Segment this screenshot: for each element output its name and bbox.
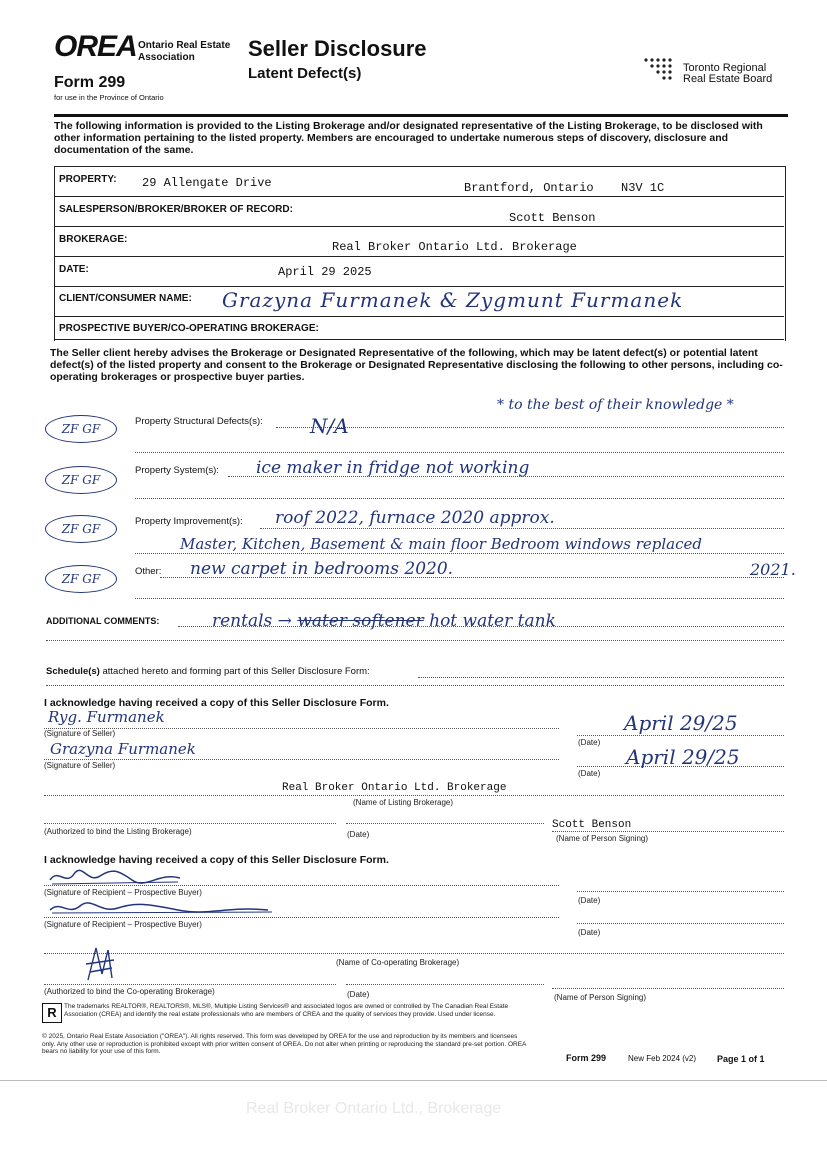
schedule-line <box>46 666 370 677</box>
person-signing-value: Scott Benson <box>552 819 632 831</box>
date-row <box>54 257 784 287</box>
coop-date-line <box>346 984 544 985</box>
header-rule <box>54 114 788 117</box>
other-year: 2021. <box>750 560 796 579</box>
improvement-line2 <box>135 553 784 554</box>
authorized-date-line <box>346 823 544 824</box>
salesperson-value: Scott Benson <box>509 211 596 225</box>
initials-structural: ZF GF <box>45 415 117 443</box>
form-number: Form 299 <box>54 74 126 91</box>
system-label: Property System(s): <box>135 465 219 476</box>
seller-date-2: April 29/25 <box>626 745 740 769</box>
org-name-line1: Ontario Real Estate <box>138 40 231 51</box>
additional-value-struck: water softener <box>297 611 424 631</box>
realtor-logo-icon: R <box>42 1003 62 1023</box>
other-value: new carpet in bedrooms 2020. <box>190 559 454 579</box>
improvement-label: Property Improvement(s): <box>135 516 243 527</box>
seller-sig-line1 <box>44 728 559 729</box>
coop-brokerage-line <box>44 953 784 954</box>
property-city: Brantford, Ontario <box>464 181 594 195</box>
coop-brokerage-caption: (Name of Co-operating Brokerage) <box>336 958 460 967</box>
trademark-text: The trademarks REALTOR®, REALTORS®, MLS®, Multiple Listing Services® and associated logos are owned or controlled by The Canadian Real Estate Association (CREA) and identify the real estate professionals who are members of CREA and the quality of services they provide. Used under license. <box>64 1003 509 1018</box>
other-label: Other: <box>135 566 162 577</box>
client-label: CLIENT/CONSUMER NAME: <box>59 293 192 304</box>
buyer-date-caption1: (Date) <box>578 896 601 905</box>
seller-date-line1 <box>577 735 784 736</box>
watermark-text: Real Broker Ontario Ltd., Brokerage <box>246 1100 502 1117</box>
seller-sig-line2 <box>44 759 559 760</box>
improvement-value: roof 2022, furnace 2020 approx. <box>275 508 555 528</box>
date-value: April 29 2025 <box>278 265 372 279</box>
listing-brokerage-caption: (Name of Listing Brokerage) <box>353 798 454 807</box>
authorized-listing-line <box>44 823 336 824</box>
coop-person-line <box>552 988 784 989</box>
buyer-date-line2 <box>577 923 784 924</box>
property-street: 29 Allengate Drive <box>142 176 272 190</box>
coop-auth-line <box>44 984 336 985</box>
salesperson-label: SALESPERSON/BROKER/BROKER OF RECORD: <box>59 204 293 215</box>
coop-date-caption: (Date) <box>347 990 370 999</box>
board-name-line1: Toronto Regional <box>683 62 767 74</box>
intro-text: The following information is provided to the Listing Brokerage and/or designated representative of the Listing Brokerage, to be disclosed with other information pertaining to the listed property. Members are encouraged to undertake numerous steps of discovery, disclosure and documentation of the same. <box>54 120 763 156</box>
buyer-row <box>54 317 784 340</box>
improvement-value-2: Master, Kitchen, Basement & main floor Bedroom windows replaced <box>180 535 702 553</box>
org-name-line2: Association <box>138 52 195 63</box>
footer-rule <box>0 1080 827 1081</box>
footer-page: Page 1 of 1 <box>717 1054 765 1064</box>
listing-brokerage-line <box>44 795 784 796</box>
buyer-sig-caption2: (Signature of Recipient – Prospective Buyer) <box>44 920 202 929</box>
schedule-line1 <box>418 677 784 678</box>
improvement-line1 <box>260 528 784 529</box>
seller-sig-caption2: (Signature of Seller) <box>44 761 116 770</box>
structural-label: Property Structural Defects(s): <box>135 416 263 427</box>
other-line2 <box>135 598 784 599</box>
additional-value-b: hot water tank <box>429 611 556 631</box>
initials-other: ZF GF <box>45 565 117 593</box>
board-logo-icon <box>642 56 678 80</box>
person-signing-caption: (Name of Person Signing) <box>556 834 649 843</box>
buyer-sig-caption1: (Signature of Recipient – Prospective Buyer) <box>44 888 202 897</box>
date-label: DATE: <box>59 264 89 275</box>
buyer-sig-line1 <box>44 885 559 886</box>
person-signing-line <box>552 831 784 832</box>
structural-line2 <box>135 452 784 453</box>
buyer-date-line1 <box>577 891 784 892</box>
seller-signature-2: Grazyna Furmanek <box>50 740 196 758</box>
buyer-label: PROSPECTIVE BUYER/CO-OPERATING BROKERAGE: <box>59 323 319 334</box>
buyer-sig-line2 <box>44 917 559 918</box>
footer-version: New Feb 2024 (v2) <box>628 1054 697 1063</box>
listing-brokerage-value: Real Broker Ontario Ltd. Brokerage <box>282 782 507 794</box>
additional-value-a: rentals → <box>212 611 292 631</box>
footer-form-number: Form 299 <box>566 1053 607 1063</box>
authorized-listing-caption: (Authorized to bind the Listing Brokerage) <box>44 827 192 836</box>
salesperson-row <box>54 197 784 227</box>
brokerage-row <box>54 227 784 257</box>
coop-person-caption: (Name of Person Signing) <box>554 993 647 1002</box>
seller-sig-caption1: (Signature of Seller) <box>44 729 116 738</box>
seller-date-1: April 29/25 <box>624 711 738 735</box>
schedule-line2 <box>46 685 784 686</box>
board-name-line2: Real Estate Board <box>683 73 773 85</box>
seller-date-caption2: (Date) <box>578 769 601 778</box>
system-value: ice maker in fridge not working <box>256 458 530 478</box>
seller-date-line2 <box>577 766 784 767</box>
brokerage-label: BROKERAGE: <box>59 234 128 245</box>
best-knowledge-note: * to the best of their knowledge * <box>497 397 734 413</box>
structural-value: N/A <box>310 414 349 438</box>
additional-comments-value <box>212 611 556 631</box>
structural-line1 <box>276 427 784 428</box>
authorized-date-caption: (Date) <box>347 830 370 839</box>
orea-logo: OREA <box>54 30 137 63</box>
copyright-text: © 2025, Ontario Real Estate Association ("OREA"). All rights reserved. This form was developed by OREA for the use and reproduction by its members and licensees only. Any other use or reproduction is prohibited except with prior written consent of OREA. Do not alter when printing or reproducing the standard pre-set portion. OREA bears no liability for your use of this form. <box>42 1033 527 1055</box>
coop-auth-caption: (Authorized to bind the Co-operating Brokerage) <box>44 987 215 996</box>
coop-signature-scribble <box>82 944 118 984</box>
buyer-date-caption2: (Date) <box>578 928 601 937</box>
seller-signature-1: Ryg. Furmanek <box>48 708 165 726</box>
ack-buyer: I acknowledge having received a copy of this Seller Disclosure Form. <box>44 854 389 866</box>
province-note: for use in the Province of Ontario <box>54 93 164 102</box>
seller-date-caption1: (Date) <box>578 738 601 747</box>
client-row <box>54 287 784 317</box>
property-label: PROPERTY: <box>59 174 117 185</box>
additional-line2 <box>46 640 784 641</box>
advice-text: The Seller client hereby advises the Brokerage or Designated Representative of the following, which may be latent defect(s) or potential latent defect(s) of the listed property and consent to the Brokerage or Designated Representative disclosing the following to other persons, including co-operating brokerages or prospective buyer parties. <box>50 347 783 383</box>
property-row <box>54 167 784 197</box>
client-value: Grazyna Furmanek & Zygmunt Furmanek <box>222 288 684 312</box>
schedule-label: Schedule(s) <box>46 666 100 677</box>
page-subtitle: Latent Defect(s) <box>248 65 362 82</box>
initials-system: ZF GF <box>45 466 117 494</box>
schedule-text: attached hereto and forming part of this Seller Disclosure Form: <box>102 666 370 677</box>
system-line2 <box>135 498 784 499</box>
property-postal: N3V 1C <box>621 181 665 195</box>
additional-comments-label: ADDITIONAL COMMENTS: <box>46 616 160 626</box>
brokerage-value: Real Broker Ontario Ltd. Brokerage <box>332 240 577 254</box>
initials-improvement: ZF GF <box>45 515 117 543</box>
page-title: Seller Disclosure <box>248 36 427 61</box>
ack-seller: I acknowledge having received a copy of this Seller Disclosure Form. <box>44 697 389 709</box>
